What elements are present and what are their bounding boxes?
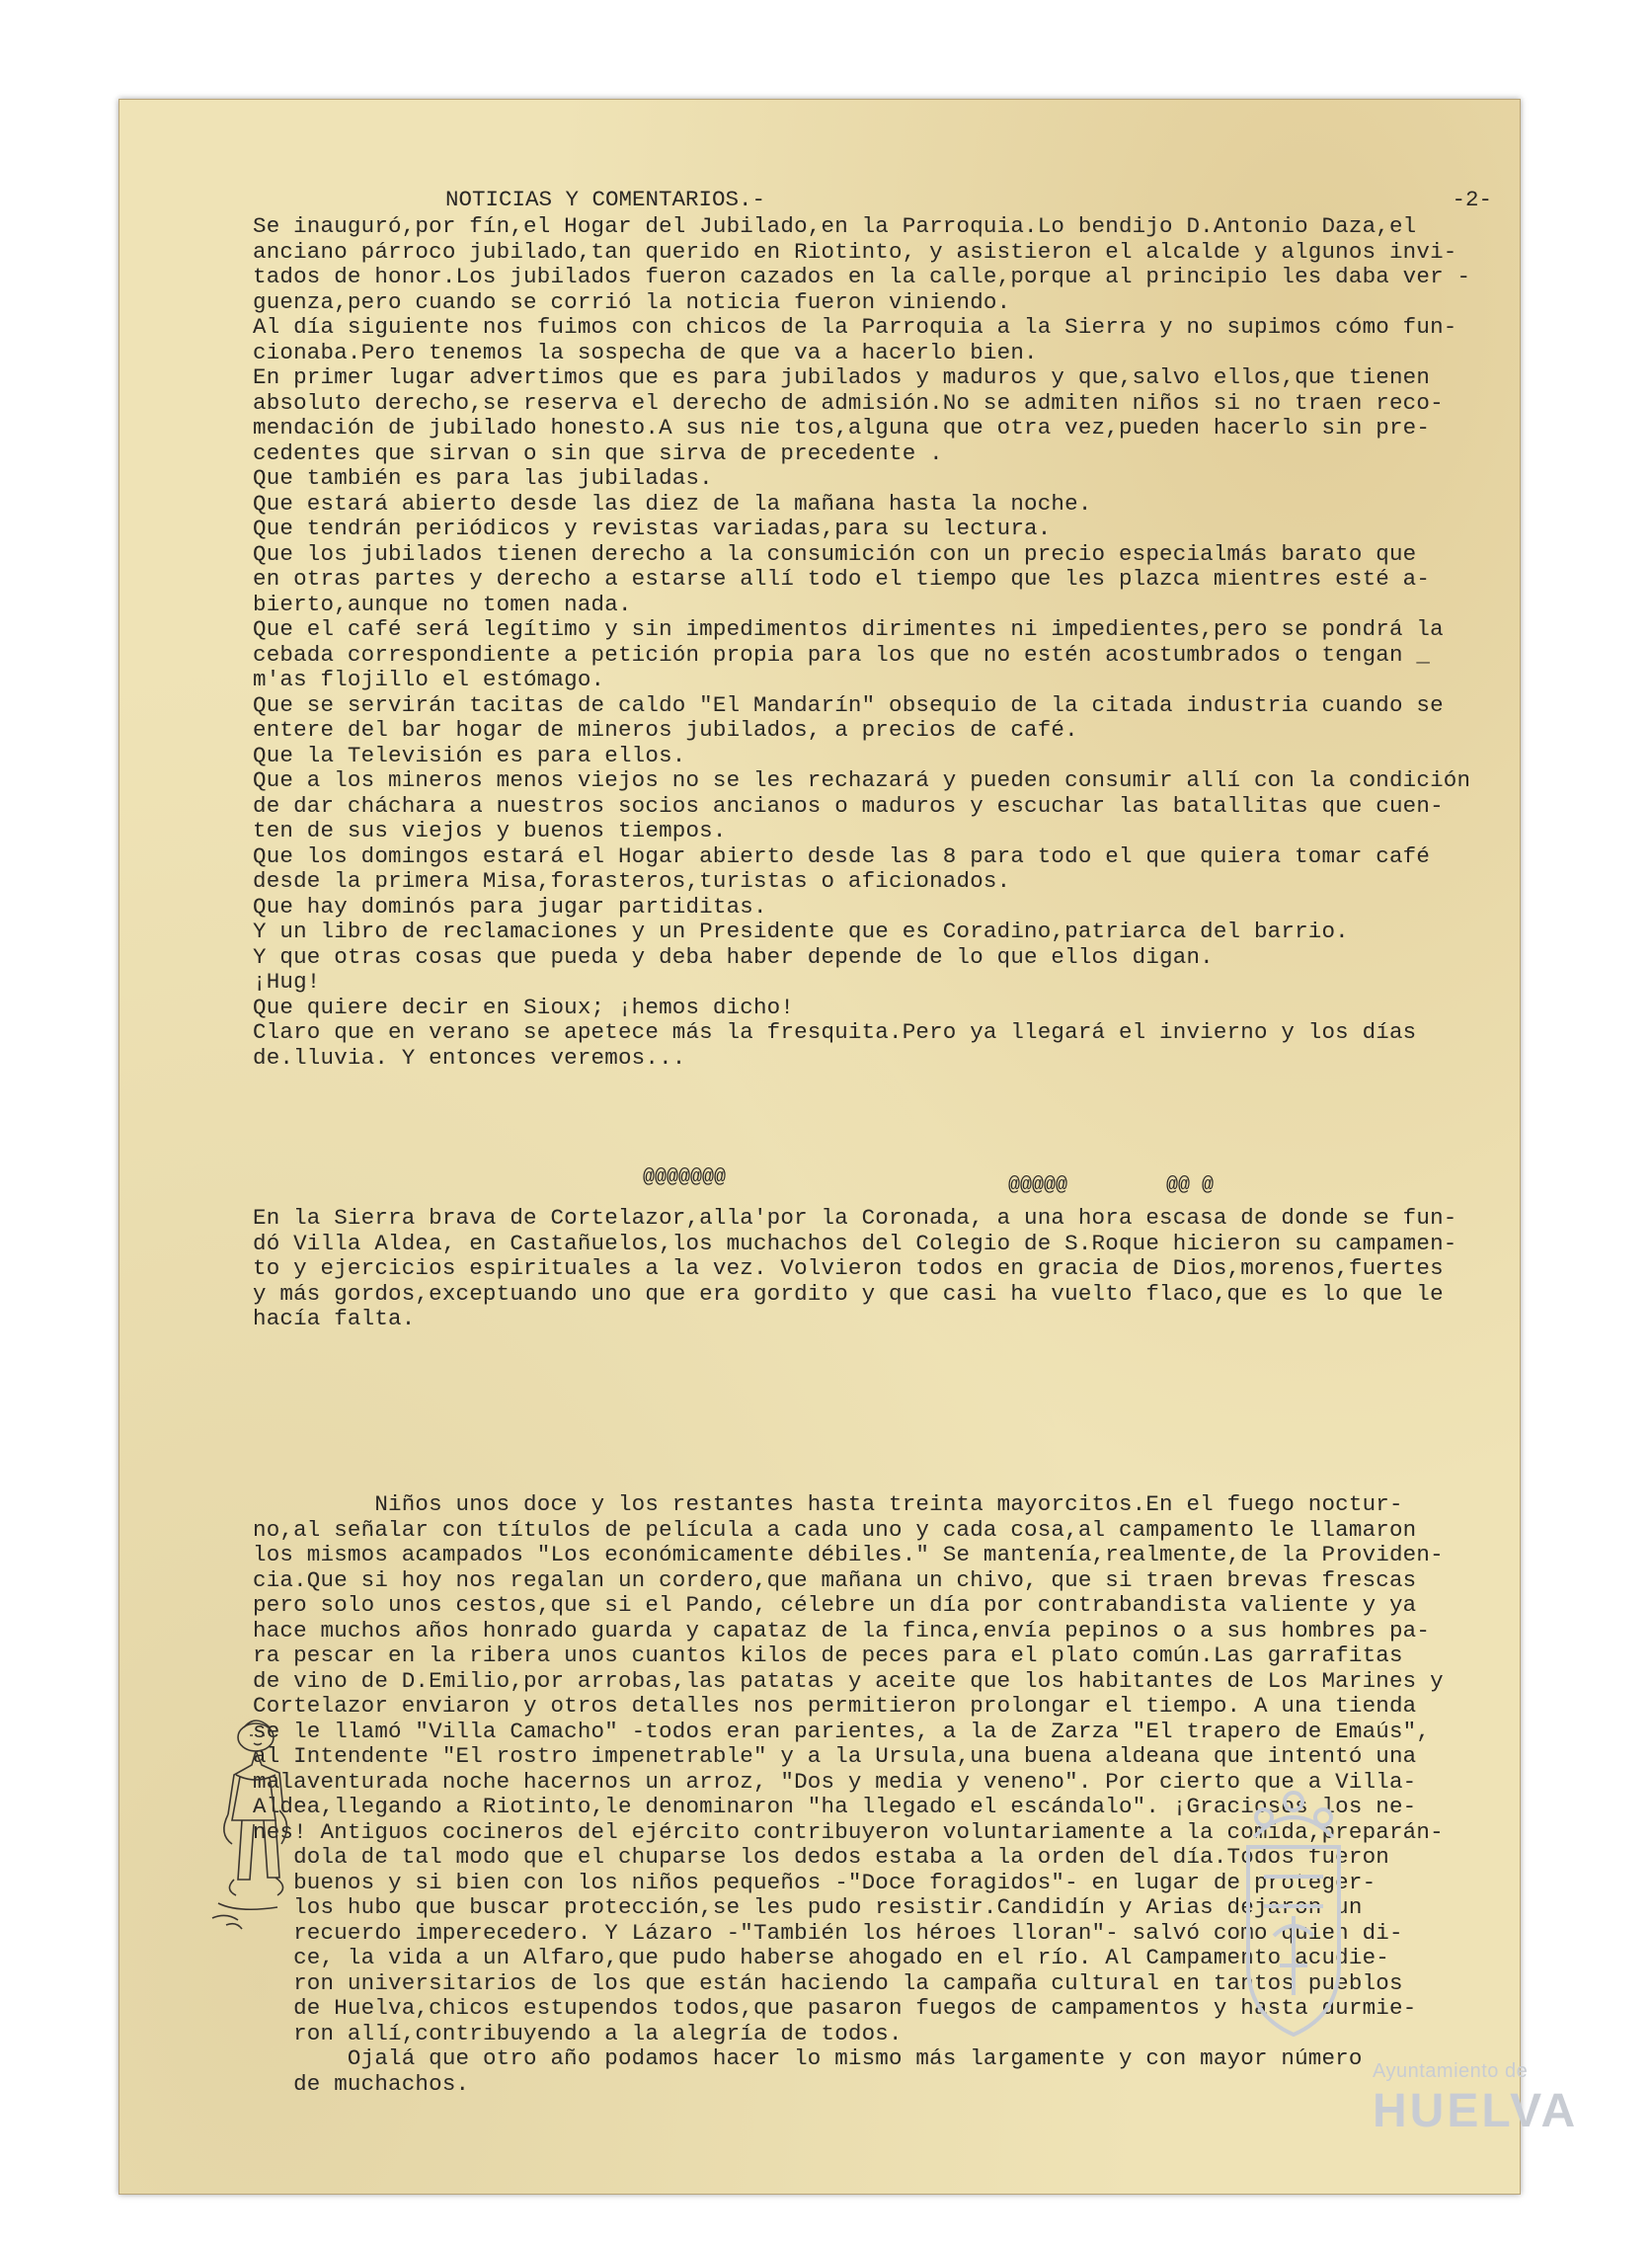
- watermark-line1: Ayuntamiento de: [1373, 2060, 1529, 2082]
- page-number: -2-: [1452, 187, 1492, 212]
- city-crest-logo: [1234, 1768, 1353, 2059]
- divider-mark: @@ @: [1166, 1174, 1215, 1197]
- cook-sketch-illustration: [206, 1716, 300, 1933]
- watermark-line2: HUELVA: [1373, 2085, 1579, 2137]
- section-divider: [514, 1166, 1304, 1197]
- divider-mark: @@@@@: [1008, 1174, 1068, 1197]
- news-block-campamento-body: Niños unos doce y los restantes hasta treinta mayorcitos.En el fuego noctur- no,al señalar con títulos de película a cada uno y cada cosa,al campamento le llamaron los mismos acampados "Los económicamente débiles." Se mantenía,realmente,de la Providen- cia.Que si hoy nos regalan un cordero,que mañana un chivo, que si traen brevas frescas pero solo unos cestos,que si el Pando, célebre un día por contrabandista valiente y ya hace muchos años honrado guarda y capataz de la finca,envía pepinos o a sus hombres pa- ra pescar en la ribera unos cuantos kilos de peces para el plato común.Las garrafitas de vino de D.Emilio,por arrobas,las patatas y aceite que los habitantes de Los Marines y Cortelazor enviaron y otros detalles nos permitieron prolongar el tiempo. A una tienda se le llamó "Villa Camacho" -todos eran parientes, a la de Zarza "El trapero de Emaús", al Intendente "El rostro impenetrable" y a la Ursula,una buena aldeana que intentó una malaventurada noche hacernos un arroz, "Dos y media y veneno". Por cierto que a Villa- Aldea,llegando a Riotinto,le denominaron "ha llegado el escándalo". ¡Graciosos los ne- nes! Antiguos cocineros del ejército contribuyeron voluntariamente a la comida,preparán- dola de tal modo que el chuparse los dedos estaba a la orden del día.Todos fueron buenos y si bien con los niños pequeños -"Doce foragidos"- en lugar de proteger- los hubo que buscar protección,se les pudo resistir.Candidín y Arias dejaron un recuerdo imperecedero. Y Lázaro -"También los héroes lloran"- salvó como quien di- ce, la vida a un Alfaro,que pudo haberse ahogado en el río. Al Campamento acudie- ron universitarios de los que están haciendo la campaña cultural en tantos pueblos de Huelva,chicos estupendos todos,que pasaron fuegos de campamentos y hasta durmie- ron allí,contribuyendo a la alegría de todos. Ojalá que otro año podamos hacer lo mismo más largamente y con mayor número de muchachos.: [253, 1491, 1444, 2097]
- section-title: NOTICIAS Y COMENTARIOS.-: [445, 187, 766, 212]
- divider-mark: @@@@@@@: [643, 1166, 727, 1189]
- news-block-campamento-intro: En la Sierra brava de Cortelazor,alla'por la Coronada, a una hora escasa de donde se fun- dó Villa Aldea, en Castañuelos,los muchachos del Colegio de S.Roque hicieron su campamen- to y ejercicios espirituales a la vez. Volvieron todos en gracia de Dios,morenos,fuertes y más gordos,exceptuando uno que era gordito y que casi ha vuelto flaco,que es lo que le hacía falta.: [253, 1205, 1457, 1331]
- header: [445, 187, 1492, 214]
- news-block-hogar-jubilado: Se inauguró,por fín,el Hogar del Jubilado,en la Parroquia.Lo bendijo D.Antonio Daza,el anciano párroco jubilado,tan querido en Riotinto, y asistieron el alcalde y algunos invi- tados de honor.Los jubilados fueron cazados en la calle,porque al principio les daba ver - guenza,pero cuando se corrió la noticia fueron viniendo. Al día siguiente nos fuimos con chicos de la Parroquia a la Sierra y no supimos cómo fun- cionaba.Pero tenemos la sospecha de que va a hacerlo bien. En primer lugar advertimos que es para jubilados y maduros y que,salvo ellos,que tienen absoluto derecho,se reserva el derecho de admisión.No se admiten niños si no traen reco- mendación de jubilado honesto.A sus nie tos,alguna que otra vez,pueden hacerlo sin pre- cedentes que sirvan o sin que sirva de precedente . Que también es para las jubiladas. Que estará abierto desde las diez de la mañana hasta la noche. Que tendrán periódicos y revistas variadas,para su lectura. Que los jubilados tienen derecho a la consumición con un precio especialmás barato que en otras partes y derecho a estarse allí todo el tiempo que les plazca mientres esté a- bierto,aunque no tomen nada. Que el café será legítimo y sin impedimentos dirimentes ni impedientes,pero se pondrá la cebada correspondiente a petición propia para los que no estén acostumbrados o tengan _ m'as flojillo el estómago. Que se servirán tacitas de caldo "El Mandarín" obsequio de la citada industria cuando se entere del bar hogar de mineros jubilados, a precios de café. Que la Televisión es para ellos. Que a los mineros menos viejos no se les rechazará y pueden consumir allí con la condición de dar cháchara a nuestros socios ancianos o maduros y escuchar las batallitas que cuen- ten de sus viejos y buenos tiempos. Que los domingos estará el Hogar abierto desde las 8 para todo el que quiera tomar café desde la primera Misa,forasteros,turistas o aficionados. Que hay dominós para jugar partiditas. Y un libro de reclamaciones y un Presidente que es Coradino,patriarca del barrio. Y que otras cosas que pueda y deba haber depende de lo que ellos digan. ¡Hug! Que quiere decir en Sioux; ¡hemos dicho! Claro que en verano se apetece más la fresquita.Pero ya llegará el invierno y los días de.lluvia. Y entonces veremos...: [253, 213, 1471, 1071]
